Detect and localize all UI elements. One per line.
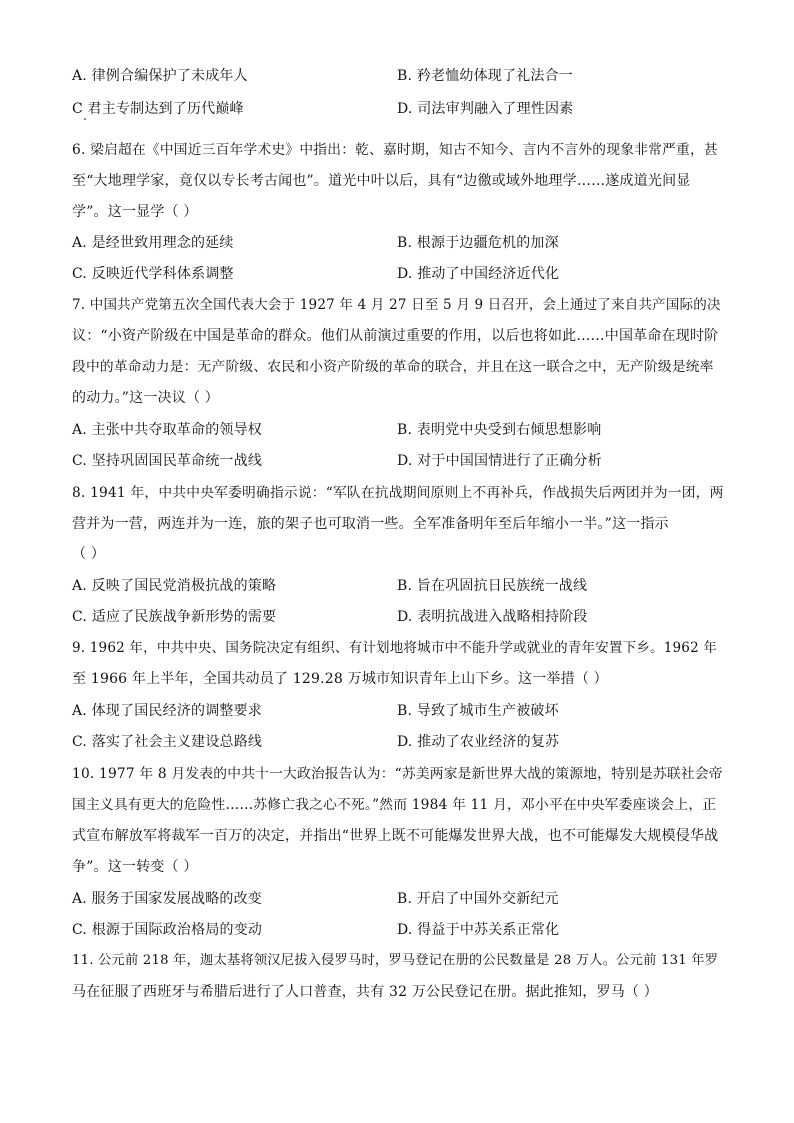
q7-option-b[interactable]: B. 表明党中央受到右倾思想影响 bbox=[397, 422, 602, 438]
q11-stem-line-2: 马在征服了西班牙与希腊后进行了人口普查，共有 32 万公民登记在册。据此推知，罗马（ ） bbox=[72, 984, 658, 1000]
q5-option-c[interactable]: C 君主专制达到了历代巅峰 bbox=[72, 101, 244, 117]
q8-option-b[interactable]: B. 旨在巩固抗日民族统一战线 bbox=[397, 578, 588, 594]
q7-stem-line-3: 段中的革命动力是：无产阶级、农民和小资产阶级的革命的联合，并且在这一联合之中，无产阶级是统率 bbox=[72, 359, 714, 375]
stray-dot bbox=[84, 118, 86, 120]
q11-stem-line-1: 11. 公元前 218 年，迦太基将领汉尼拔入侵罗马时，罗马登记在册的公民数量是 28 万人。公元前 131 年罗 bbox=[72, 953, 719, 968]
q7-stem-line-2: 议：“小资产阶级在中国是革命的群众。他们从前演过重要的作用，以后也将如此……中国革命在现时阶 bbox=[72, 328, 719, 344]
q9-option-b[interactable]: B. 导致了城市生产被破坏 bbox=[397, 703, 559, 719]
q8-option-a[interactable]: A. 反映了国民党消极抗战的策略 bbox=[72, 578, 277, 594]
q6-stem-line-1: 6. 梁启超在《中国近三百年学术史》中指出：乾、嘉时期，知古不知今、言内不言外的现象非常严重，甚 bbox=[72, 142, 718, 158]
q6-option-c[interactable]: C. 反映近代学科体系调整 bbox=[72, 266, 234, 282]
q9-option-c[interactable]: C. 落实了社会主义建设总路线 bbox=[72, 734, 263, 750]
q10-stem-line-2: 国主义具有更大的危险性……苏修亡我之心不死。”然而 1984 年 11 月，邓小平在中央军委座谈会上，正 bbox=[72, 797, 717, 813]
q6-stem-line-2: 至“大地理学家，竟仅以专长考古闻也”。道光中叶以后，具有“边徼或域外地理学……遂成道光间显 bbox=[72, 173, 691, 189]
q8-stem-line-1: 8. 1941 年，中共中央军委明确指示说：“军队在抗战期间原则上不再补兵，作战损失后两团并为一团，两 bbox=[72, 485, 724, 501]
q6-option-d[interactable]: D. 推动了中国经济近代化 bbox=[397, 266, 560, 282]
q10-stem-line-4: 争”。这一转变（ ） bbox=[72, 859, 198, 875]
q7-option-c[interactable]: C. 坚持巩固国民革命统一战线 bbox=[72, 453, 263, 469]
q8-option-c[interactable]: C. 适应了民族战争新形势的需要 bbox=[72, 609, 277, 625]
q9-option-a[interactable]: A. 体现了国民经济的调整要求 bbox=[72, 703, 263, 719]
q9-stem-line-1: 9. 1962 年，中共中央、国务院决定有组织、有计划地将城市中不能升学或就业的青年安置下乡。1962 年 bbox=[72, 640, 718, 656]
q6-option-a[interactable]: A. 是经世致用理念的延续 bbox=[72, 235, 234, 251]
q10-option-a[interactable]: A. 服务于国家发展战略的改变 bbox=[72, 891, 263, 907]
q7-stem-line-4: 的动力。”这一决议（ ） bbox=[72, 390, 220, 406]
q10-stem-line-1: 10. 1977 年 8 月发表的中共十一大政治报告认为：“苏美两家是新世界大战的策源地，特别是苏联社会帝 bbox=[72, 766, 723, 782]
q7-option-d[interactable]: D. 对于中国国情进行了正确分析 bbox=[397, 453, 602, 469]
q7-stem-line-1: 7. 中国共产党第五次全国代表大会于 1927 年 4 月 27 日至 5 月 9 日召开，会上通过了来自共产国际的决 bbox=[72, 297, 721, 313]
q8-option-d[interactable]: D. 表明抗战进入战略相持阶段 bbox=[397, 609, 588, 625]
q10-stem-line-3: 式宣布解放军将裁军一百万的决定，并指出“世界上既不可能爆发世界大战，也不可能爆发大规模侵华战 bbox=[72, 828, 719, 844]
q6-stem-line-3: 学”。这一显学（ ） bbox=[72, 204, 198, 220]
q6-option-b[interactable]: B. 根源于边疆危机的加深 bbox=[397, 235, 559, 251]
q5-option-d[interactable]: D. 司法审判融入了理性因素 bbox=[397, 101, 574, 117]
q9-stem-line-2: 至 1966 年上半年，全国共动员了 129.28 万城市知识青年上山下乡。这一举措（ ） bbox=[72, 671, 608, 687]
q5-option-b[interactable]: B. 矜老恤幼体现了礼法合一 bbox=[397, 68, 573, 84]
q10-option-c[interactable]: C. 根源于国际政治格局的变动 bbox=[72, 922, 263, 938]
q5-option-a[interactable]: A. 律例合编保护了未成年人 bbox=[72, 68, 248, 84]
q10-option-b[interactable]: B. 开启了中国外交新纪元 bbox=[397, 891, 559, 907]
q9-option-d[interactable]: D. 推动了农业经济的复苏 bbox=[397, 734, 560, 750]
q7-option-a[interactable]: A. 主张中共夺取革命的领导权 bbox=[72, 422, 263, 438]
q8-stem-line-3: （ ） bbox=[72, 546, 106, 562]
q10-option-d[interactable]: D. 得益于中苏关系正常化 bbox=[397, 922, 560, 938]
q8-stem-line-2: 营并为一营，两连并为一连，旅的架子也可取消一些。全军准备明年至后年缩小一半。”这一指示 bbox=[72, 516, 669, 532]
